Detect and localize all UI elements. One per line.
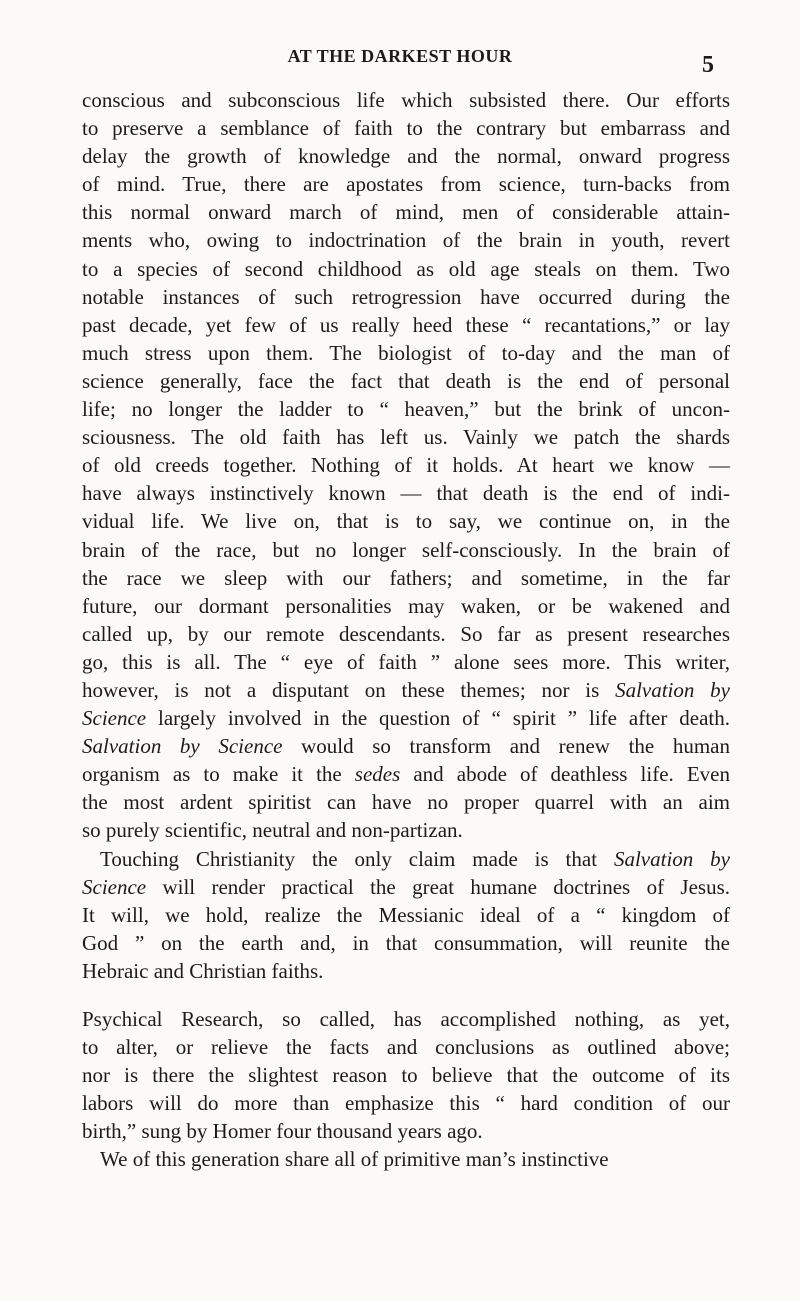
text-line	[82, 620, 730, 648]
text-run: labors will do more than emphasize this “ hard condition of our	[82, 1091, 730, 1116]
text-run: life; no longer the ladder to “ heaven,” but the brink of uncon-	[82, 397, 730, 422]
text-line	[82, 395, 730, 423]
text-line	[82, 479, 730, 507]
text-run: of old creeds together. Nothing of it holds. At heart we know —	[82, 453, 730, 478]
text-run: We of this generation share all of primitive man’s instinctive	[100, 1147, 609, 1172]
text-run: of mind. True, there are apostates from science, turn-backs from	[82, 172, 730, 197]
text-run: future, our dormant personalities may waken, or be wakened and	[82, 593, 730, 618]
text-line	[82, 142, 730, 170]
text-run: will render practical the great humane doctrines of Jesus.	[146, 874, 730, 899]
text-run: the most ardent spiritist can have no proper quarrel with an aim	[82, 790, 730, 815]
text-line	[82, 1089, 730, 1117]
text-line	[82, 451, 730, 479]
text-line	[82, 86, 730, 114]
text-run: largely involved in the question of “ spirit ” life after death.	[146, 706, 730, 731]
text-line	[82, 704, 730, 732]
text-run: It will, we hold, realize the Messianic ideal of a “ kingdom of	[82, 902, 730, 927]
text-line	[82, 367, 730, 395]
text-line	[82, 732, 730, 760]
text-run: much stress upon them. The biologist of to-day and the man of	[82, 340, 730, 365]
text-run: notable instances of such retrogression have occurred during the	[82, 284, 730, 309]
text-run: Hebraic and Christian faiths.	[82, 958, 324, 983]
text-line	[82, 114, 730, 142]
text-line	[82, 788, 730, 816]
text-run: go, this is all. The “ eye of faith ” alone sees more. This writer,	[82, 649, 730, 674]
text-run: would so transform and renew the human	[282, 734, 730, 759]
text-line	[82, 198, 730, 226]
text-line	[82, 283, 730, 311]
text-run: nor is there the slightest reason to believe that the outcome of its	[82, 1063, 730, 1088]
text-line	[82, 1061, 730, 1089]
paragraph	[82, 1145, 730, 1173]
text-line	[82, 929, 730, 957]
text-line	[82, 873, 730, 901]
text-line	[82, 957, 730, 985]
text-run: this normal onward march of mind, men of considerable attain-	[82, 200, 730, 225]
text-run: brain of the race, but no longer self-consciously. In the brain of	[82, 537, 730, 562]
text-line	[82, 1033, 730, 1061]
text-run: so purely scientific, neutral and non-partizan.	[82, 818, 463, 843]
text-run: Psychical Research, so called, has accomplished nothing, as yet,	[82, 1007, 730, 1031]
paragraph	[82, 845, 730, 985]
text-run: and abode of deathless life. Even	[400, 762, 730, 787]
text-run: vidual life. We live on, that is to say, we continue on, in the	[82, 509, 730, 534]
paragraph	[82, 86, 730, 845]
text-line	[82, 845, 730, 873]
text-run: to preserve a semblance of faith to the contrary but embarrass and	[82, 116, 730, 141]
text-run: to alter, or relieve the facts and conclusions as outlined above;	[82, 1035, 730, 1060]
text-run: God ” on the earth and, in that consummation, will reunite the	[82, 930, 730, 955]
text-run: past decade, yet few of us really heed these “ recantations,” or lay	[82, 312, 730, 337]
text-line	[82, 592, 730, 620]
italic-text: Salvation by	[615, 677, 730, 702]
text-run: Touching Christianity the only claim made is that	[100, 846, 614, 871]
text-run: the race we sleep with our fathers; and sometime, in the far	[82, 565, 730, 590]
text-line	[82, 648, 730, 676]
text-line	[82, 507, 730, 535]
text-run: conscious and subconscious life which subsisted there. Our efforts	[82, 88, 730, 112]
text-line	[82, 170, 730, 198]
text-line	[82, 816, 730, 844]
running-head: AT THE DARKEST HOUR	[287, 46, 513, 66]
text-run: organism as to make it the	[82, 762, 355, 787]
text-run: have always instinctively known — that death is the end of indi-	[82, 481, 730, 506]
text-line	[82, 1117, 730, 1145]
page-number: 5	[702, 52, 714, 78]
text-run: delay the growth of knowledge and the normal, onward progress	[82, 144, 730, 169]
text-line	[82, 339, 730, 367]
text-line	[82, 423, 730, 451]
text-line	[82, 1145, 730, 1173]
italic-text: Salvation by	[613, 846, 730, 871]
text-line	[82, 255, 730, 283]
italic-text: Science	[82, 874, 147, 899]
text-line	[82, 564, 730, 592]
text-line	[82, 760, 730, 788]
text-run: science generally, face the fact that death is the end of personal	[82, 368, 730, 393]
text-line	[82, 1005, 730, 1033]
text-run: birth,” sung by Homer four thousand years ago.	[82, 1119, 483, 1144]
body-text	[82, 86, 730, 1174]
text-run: sciousness. The old faith has left us. Vainly we patch the shards	[82, 425, 730, 450]
text-line	[82, 536, 730, 564]
text-line	[82, 226, 730, 254]
text-line	[82, 676, 730, 704]
paragraph-gap	[82, 985, 730, 1005]
text-run: to a species of second childhood as old age steals on them. Two	[82, 256, 730, 281]
italic-text: sedes	[354, 762, 401, 787]
text-line	[82, 311, 730, 339]
italic-text: Salvation by Science	[82, 734, 283, 759]
text-run: however, is not a disputant on these themes; nor is	[82, 677, 616, 702]
text-run: called up, by our remote descendants. So far as present researches	[82, 621, 730, 646]
italic-text: Science	[82, 706, 147, 731]
paragraph	[82, 1005, 730, 1145]
text-run: ments who, owing to indoctrination of the brain in youth, revert	[82, 228, 730, 253]
text-line	[82, 901, 730, 929]
